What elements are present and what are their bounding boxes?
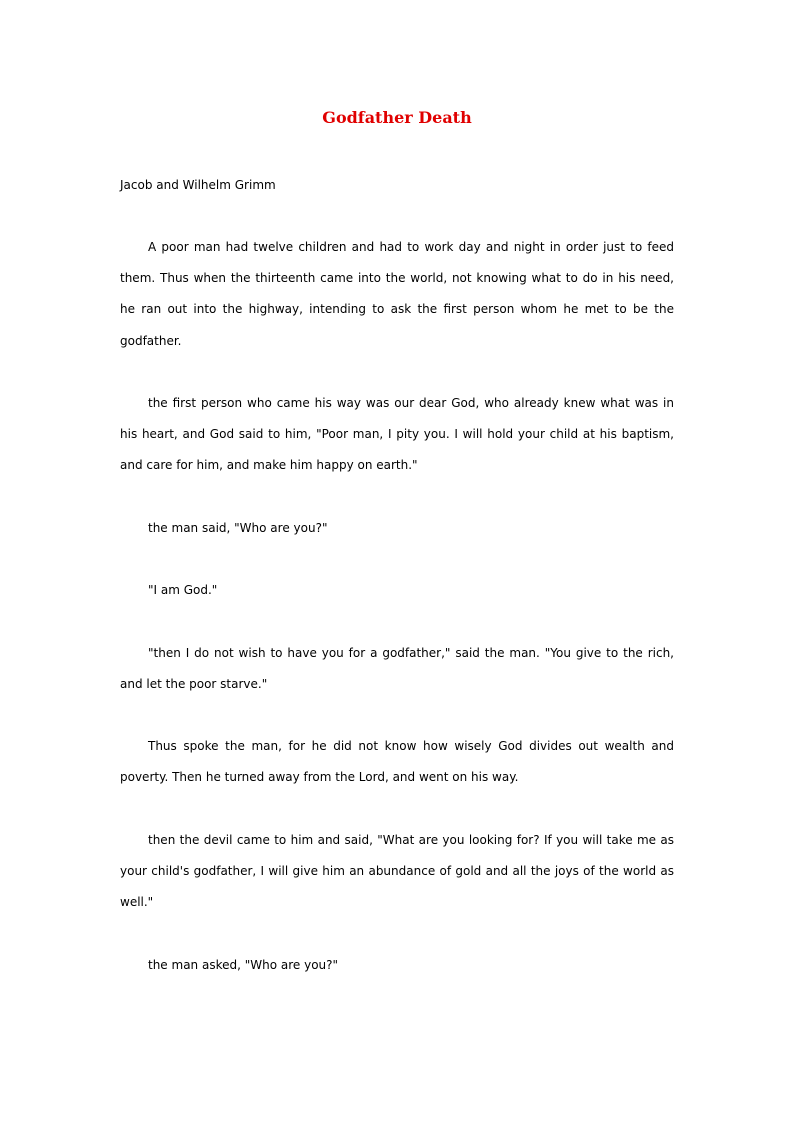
paragraph-8: the man asked, "Who are you?"	[148, 958, 339, 972]
paragraph-7: then the devil came to him and said, "What are you looking for? If you will take me as your child's godfather, I will give him an abundance of gold and all the joys of the world as well."	[120, 833, 674, 910]
paragraph-6: Thus spoke the man, for he did not know how wisely God divides out wealth and poverty. Then he turned away from the Lord, and went on his way.	[120, 739, 674, 785]
paragraph-4: "I am God."	[148, 583, 218, 597]
paragraph-2: the first person who came his way was our dear God, who already knew what was in his heart, and God said to him, "Poor man, I pity you. I will hold your child at his baptism, and care for him, and make him happy on earth."	[120, 396, 674, 473]
paragraph-1: A poor man had twelve children and had to work day and night in order just to feed them. Thus when the thirteenth came into the world, not knowing what to do in his need, he ran out into the highway, intending to ask the first person whom he met to be the godfather.	[120, 240, 674, 348]
document-title: Godfather Death	[322, 108, 472, 127]
paragraph-3: the man said, "Who are you?"	[148, 521, 328, 535]
paragraph-5: "then I do not wish to have you for a godfather," said the man. "You give to the rich, and let the poor starve."	[120, 646, 674, 692]
document-author: Jacob and Wilhelm Grimm	[120, 178, 276, 192]
